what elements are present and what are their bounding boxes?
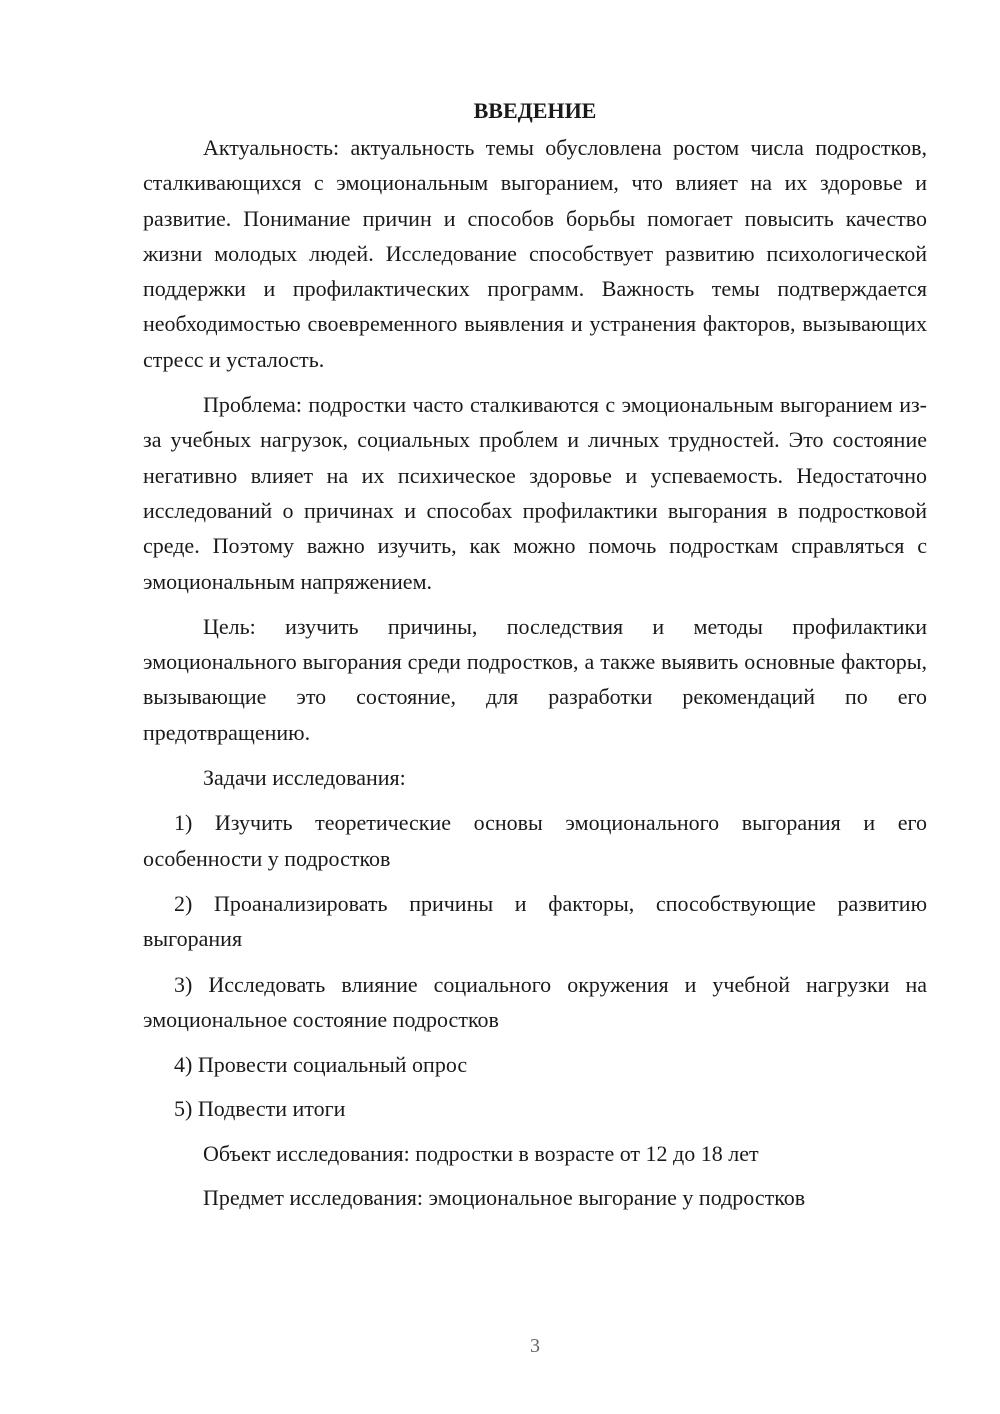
document-page [143,96,927,1225]
research-subject: Предмет исследования: эмоциональное выгорание у подростков [203,1185,806,1211]
relevance-paragraph: Актуальность: актуальность темы обусловлена ростом числа подростков, сталкивающихся с эмоциональным выгоранием, что влияет на их здоровье и развитие. Понимание причин и способов борьбы помогает повысить качество жизни молодых людей. Исследование способствует развитию психологической поддержки и профилактических программ. Важность темы подтверждается необходимостью своевременного выявления и устранения факторов, вызывающих стресс и усталость. [143,135,927,372]
page-number: 3 [530,1335,540,1357]
task-item-4: 4) Провести социальный опрос [174,1052,468,1078]
goal-paragraph: Цель: изучить причины, последствия и методы профилактики эмоционального выгорания среди подростков, а также выявить основные факторы, вызывающие это состояние, для разработки рекомендаций по его предотвращению. [143,613,927,745]
document-title: ВВЕДЕНИЕ [473,98,597,123]
problem-paragraph: Проблема: подростки часто сталкиваются с эмоциональным выгоранием из-за учебных нагрузок, социальных проблем и личных трудностей. Это состояние негативно влияет на их психическое здоровье и успеваемость. Недостаточно исследований о причинах и способах профилактики выгорания в подростковой среде. Поэтому важно изучить, как можно помочь подросткам справляться с эмоциональным напряжением. [143,392,927,594]
research-object: Объект исследования: подростки в возрасте от 12 до 18 лет [203,1140,759,1166]
task-item-5: 5) Подвести итоги [174,1096,346,1122]
task-item-1: 1) Изучить теоретические основы эмоционального выгорания и его особенности у подростков [143,810,927,871]
task-item-2: 2) Проанализировать причины и факторы, способствующие развитию выгорания [143,890,927,952]
tasks-heading: Задачи исследования: [203,765,406,791]
task-item-3: 3) Исследовать влияние социального окружения и учебной нагрузки на эмоциональное состояние подростков [143,971,927,1032]
